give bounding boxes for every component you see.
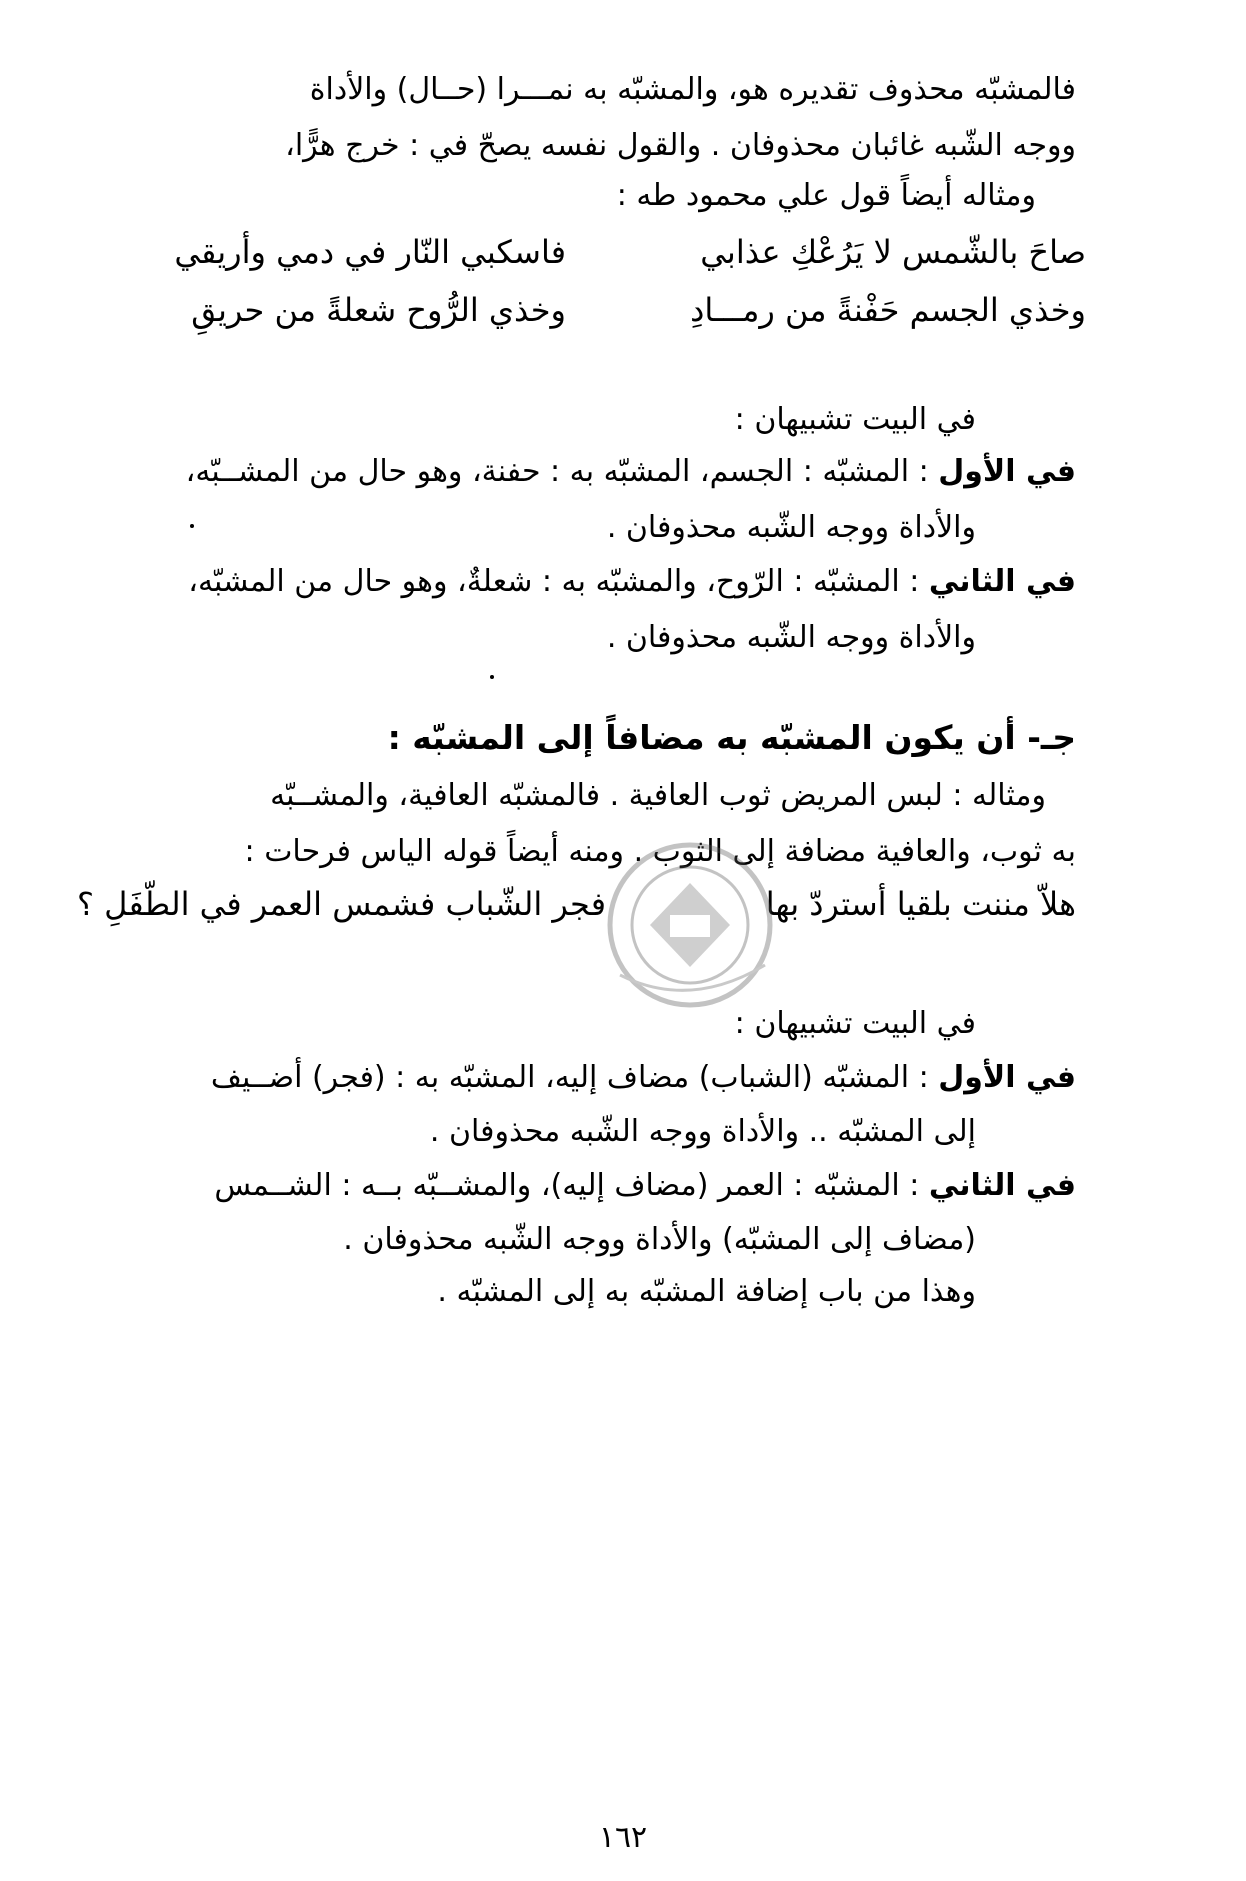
analysis-line xyxy=(211,1058,1076,1098)
analysis-text: : المشبّه : الرّوح، والمشبّه به : شعلةٌ، وهو حال من المشبّه، xyxy=(188,564,920,599)
analysis-label: في الثاني xyxy=(928,564,1076,599)
verse-hemistich-second: وخذي الرُّوح شعلةً من حريقِ xyxy=(191,291,566,329)
page-number: ١٦٢ xyxy=(598,1820,648,1855)
section-heading: جـ- أن يكون المشبّه به مضافاً إلى المشبّه : xyxy=(387,718,1076,757)
scan-speck xyxy=(490,675,494,679)
verse-hemistich-first: هلاّ مننت بلقيا أستردّ بها xyxy=(765,885,1076,923)
section-intro: في البيت تشبيهان : xyxy=(734,1006,976,1041)
analysis-continuation: (مضاف إلى المشبّه) والأداة ووجه الشّبه محذوفان . xyxy=(343,1222,976,1257)
verse-hemistich-second: فجر الشّباب فشمس العمر في الطّفَلِ ؟ xyxy=(77,885,606,923)
scan-speck xyxy=(190,524,194,528)
verse-hemistich-second: فاسكبي النّار في دمي وأريقي xyxy=(174,233,566,271)
analysis-text: : المشبّه (الشباب) مضاف إليه، المشبّه به : (فجر) أضــيف xyxy=(210,1060,929,1095)
analysis-continuation: إلى المشبّه .. والأداة ووجه الشّبه محذوفان . xyxy=(429,1114,976,1149)
paragraph-line: ومثاله : لبس المريض ثوب العافية . فالمشبّه العافية، والمشــبّه xyxy=(270,778,1046,813)
section-intro: في البيت تشبيهان : xyxy=(734,402,976,437)
analysis-label: في الأول xyxy=(938,454,1076,489)
library-seal-watermark xyxy=(590,825,790,1025)
paragraph-line: ووجه الشّبه غائبان محذوفان . والقول نفسه يصحّ في : خرج هرًّا، xyxy=(285,128,1076,163)
conclusion-line: وهذا من باب إضافة المشبّه به إلى المشبّه . xyxy=(437,1274,976,1309)
verse-hemistich-first: صاحَ بالشّمس لا يَرُعْكِ عذابي xyxy=(700,233,1086,271)
analysis-text: : المشبّه : الجسم، المشبّه به : حفنة، وهو حال من المشــبّه، xyxy=(185,454,929,489)
analysis-line xyxy=(188,562,1076,602)
verse-hemistich-first: وخذي الجسم حَفْنةً من رمـــادِ xyxy=(690,291,1086,329)
analysis-text: : المشبّه : العمر (مضاف إليه)، والمشــبّه بــه : الشــمس xyxy=(214,1168,920,1203)
paragraph-line: فالمشبّه محذوف تقديره هو، والمشبّه به نمـــرا (حــال) والأداة xyxy=(309,72,1076,107)
paragraph-line: به ثوب، والعافية مضافة إلى الثوب . ومنه أيضاً قوله الياس فرحات : xyxy=(244,834,1076,869)
analysis-continuation: والأداة ووجه الشّبه محذوفان . xyxy=(606,620,976,655)
analysis-label: في الأول xyxy=(938,1060,1076,1095)
analysis-line xyxy=(186,452,1076,492)
paragraph-line: ومثاله أيضاً قول علي محمود طه : xyxy=(616,178,1036,213)
analysis-line xyxy=(214,1166,1076,1206)
analysis-label: في الثاني xyxy=(928,1168,1076,1203)
analysis-continuation: والأداة ووجه الشّبه محذوفان . xyxy=(606,510,976,545)
